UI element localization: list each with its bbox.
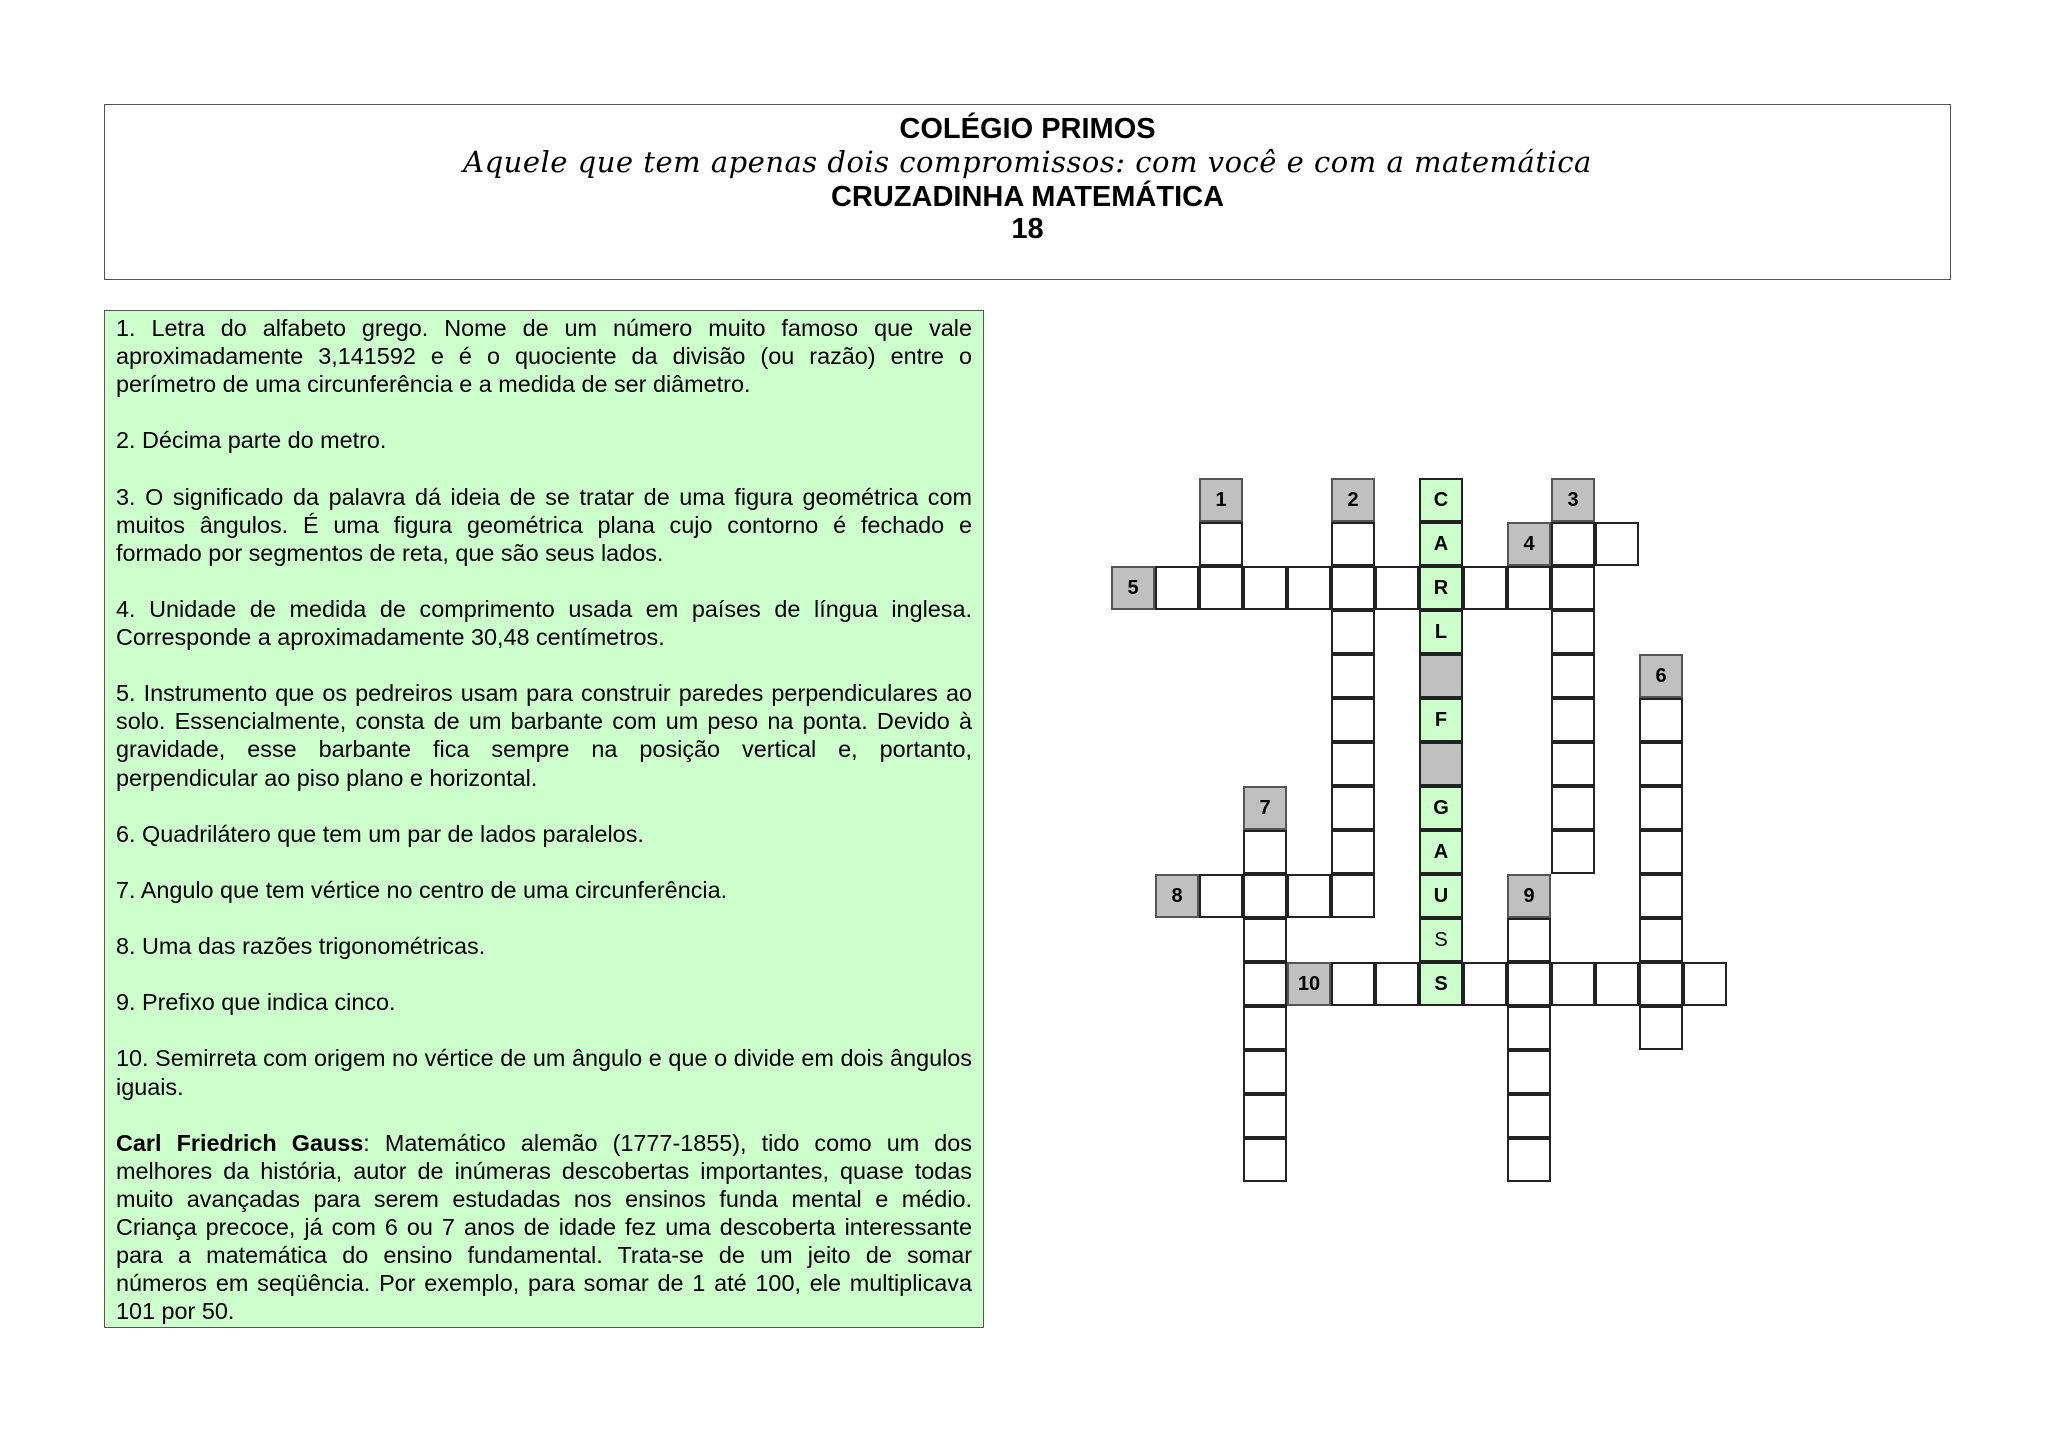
clue-number-4 [1507,522,1551,566]
gauss-letter-cell-text: R [1433,576,1449,599]
clue-1: 1. Letra do alfabeto grego. Nome de um número muito famoso que vale aproximadamente 3,141592 e é o quociente da divisão (ou razão) entre o perímetro de uma circunferência e a medida de ser diâmetro. [116,315,972,398]
gauss-letter-cell [1419,478,1463,522]
crossword-cell[interactable] [1287,566,1331,610]
clue-number-6-text: 6 [1655,664,1667,687]
clue-number-3-text: 3 [1567,488,1579,511]
crossword-cell[interactable] [1595,522,1639,566]
gauss-letter-cell [1419,654,1463,698]
crossword-cell[interactable] [1199,522,1243,566]
clue-2: 2. Décima parte do metro. [116,427,387,454]
crossword-cell[interactable] [1595,962,1639,1006]
clue-number-9 [1507,874,1551,918]
gauss-name: Carl Friedrich Gauss [116,1129,364,1156]
crossword-cell[interactable] [1331,962,1375,1006]
clue-4: 4. Unidade de medida de comprimento usada em países de língua inglesa. Corresponde a aproximadamente 30,48 centímetros. [116,595,972,651]
crossword-cell[interactable] [1243,1138,1287,1182]
gauss-letter-cell-text: L [1434,620,1448,643]
gauss-letter-cell [1419,918,1463,962]
clue-number-5-text: 5 [1127,576,1139,599]
crossword-cell[interactable] [1507,1006,1551,1050]
clue-10: 10. Semirreta com origem no vértice de um ângulo e que o divide em dois ângulos iguais. [116,1045,972,1100]
crossword-cell[interactable] [1243,1094,1287,1138]
crossword-cell[interactable] [1507,1050,1551,1094]
crossword-cell[interactable] [1287,874,1331,918]
crossword-cell[interactable] [1639,962,1683,1006]
gauss-letter-cell [1419,698,1463,742]
gauss-letter-cell [1419,830,1463,874]
gauss-letter-cell-text: A [1433,532,1449,555]
crossword-cell[interactable] [1243,1006,1287,1050]
crossword-cell[interactable] [1331,610,1375,654]
school-motto: Aquele que tem apenas dois compromissos: com você e com a matemática [463,145,1592,179]
clue-3: 3. O significado da palavra dá ideia de se tratar de uma figura geométrica com muitos ângulos. É uma figura geométrica plana cujo contorno é fechado e formado por segmentos de reta, que são seus lados. [116,483,972,566]
crossword-cell[interactable] [1639,786,1683,830]
crossword-cell[interactable] [1507,918,1551,962]
worksheet-number: 18 [1011,213,1044,245]
gauss-letter-cell [1419,786,1463,830]
crossword-cell[interactable] [1331,830,1375,874]
clue-number-3 [1551,478,1595,522]
clue-number-7 [1243,786,1287,830]
crossword-cell[interactable] [1639,1006,1683,1050]
gauss-letter-cell [1419,742,1463,786]
crossword-cell[interactable] [1375,566,1419,610]
clue-number-8-text: 8 [1171,884,1183,907]
crossword-cell[interactable] [1463,962,1507,1006]
crossword-cell[interactable] [1683,962,1727,1006]
crossword-cell[interactable] [1243,874,1287,918]
crossword-cell[interactable] [1639,742,1683,786]
clue-number-8 [1155,874,1199,918]
gauss-letter-cell [1419,962,1463,1006]
clue-7: 7. Angulo que tem vértice no centro de uma circunferência. [116,876,728,903]
gauss-letter-cell-text: S [1434,928,1448,951]
clue-number-2 [1331,478,1375,522]
crossword-cell[interactable] [1243,1050,1287,1094]
crossword-cell[interactable] [1375,962,1419,1006]
clue-number-7-text: 7 [1259,796,1271,819]
clue-number-10-text: 10 [1297,972,1321,995]
clue-5: 5. Instrumento que os pedreiros usam para construir paredes perpendiculares ao solo. Essencialmente, consta de um barbante com um peso na ponta. Devido à gravidade, esse barbante fica sempre na posição vertical e, portanto, perpendicular ao piso plano e horizontal. [116,680,972,791]
clue-number-2-text: 2 [1347,488,1359,511]
crossword-cell[interactable] [1551,522,1595,566]
clue-number-6 [1639,654,1683,698]
clue-8: 8. Uma das razões trigonométricas. [116,933,486,960]
crossword-cell[interactable] [1551,962,1595,1006]
crossword-cell[interactable] [1331,654,1375,698]
gauss-letter-cell-text: C [1433,488,1449,511]
crossword-cell[interactable] [1331,742,1375,786]
crossword-cell[interactable] [1639,918,1683,962]
crossword-cell[interactable] [1331,698,1375,742]
clue-number-10 [1287,962,1331,1006]
crossword-cell[interactable] [1243,566,1287,610]
clue-number-4-text: 4 [1523,532,1535,555]
crossword-cell[interactable] [1551,742,1595,786]
crossword-cell[interactable] [1199,566,1243,610]
school-name: COLÉGIO PRIMOS [899,113,1156,145]
crossword-cell[interactable] [1243,918,1287,962]
crossword-cell[interactable] [1551,786,1595,830]
crossword-cell[interactable] [1551,830,1595,874]
clue-number-1-text: 1 [1215,488,1227,511]
clue-6: 6. Quadrilátero que tem um par de lados paralelos. [116,820,644,847]
crossword-cell[interactable] [1639,698,1683,742]
crossword-cell[interactable] [1639,830,1683,874]
clue-9: 9. Prefixo que indica cinco. [116,989,396,1016]
gauss-letter-cell [1419,874,1463,918]
crossword-cell[interactable] [1199,874,1243,918]
crossword-cell[interactable] [1155,566,1199,610]
gauss-letter-cell [1419,522,1463,566]
worksheet-title: CRUZADINHA MATEMÁTICA [830,181,1225,213]
clue-number-9-text: 9 [1523,884,1535,907]
crossword-cell[interactable] [1463,566,1507,610]
gauss-letter-cell [1419,610,1463,654]
gauss-letter-cell-text: U [1433,884,1449,907]
gauss-letter-cell-text: G [1433,796,1449,819]
gauss-text: : Matemático alemão (1777-1855), tido como um dos melhores da história, autor de inúmeras descobertas importantes, quase todas muito avançadas para serem estudadas nos ensinos funda mental e médio. Criança precoce, já com 6 ou 7 anos de idade fez uma descoberta interessante para a matemática do ensino fundamental. Trata-se de um jeito de somar números em seqüência. Por exemplo, para somar de 1 até 100, ele multiplicava 101 por 50. [116,1129,973,1325]
crossword-cell[interactable] [1331,786,1375,830]
gauss-letter-cell-text: F [1434,708,1448,731]
crossword-cell[interactable] [1331,566,1375,610]
crossword-cell[interactable] [1507,962,1551,1006]
crossword-cell[interactable] [1243,830,1287,874]
crossword-cell[interactable] [1243,962,1287,1006]
gauss-letter-cell [1419,566,1463,610]
crossword-cell[interactable] [1639,874,1683,918]
crossword-cell[interactable] [1507,1138,1551,1182]
crossword-cell[interactable] [1551,654,1595,698]
gauss-letter-cell-text: S [1434,972,1448,995]
clue-number-1 [1199,478,1243,522]
crossword-cell[interactable] [1331,874,1375,918]
crossword-cell[interactable] [1331,522,1375,566]
crossword-cell[interactable] [1551,610,1595,654]
gauss-letter-cell-text: A [1433,840,1449,863]
crossword-cell[interactable] [1507,566,1551,610]
clue-number-5 [1111,566,1155,610]
crossword-cell[interactable] [1551,566,1595,610]
crossword-cell[interactable] [1551,698,1595,742]
crossword-cell[interactable] [1507,1094,1551,1138]
